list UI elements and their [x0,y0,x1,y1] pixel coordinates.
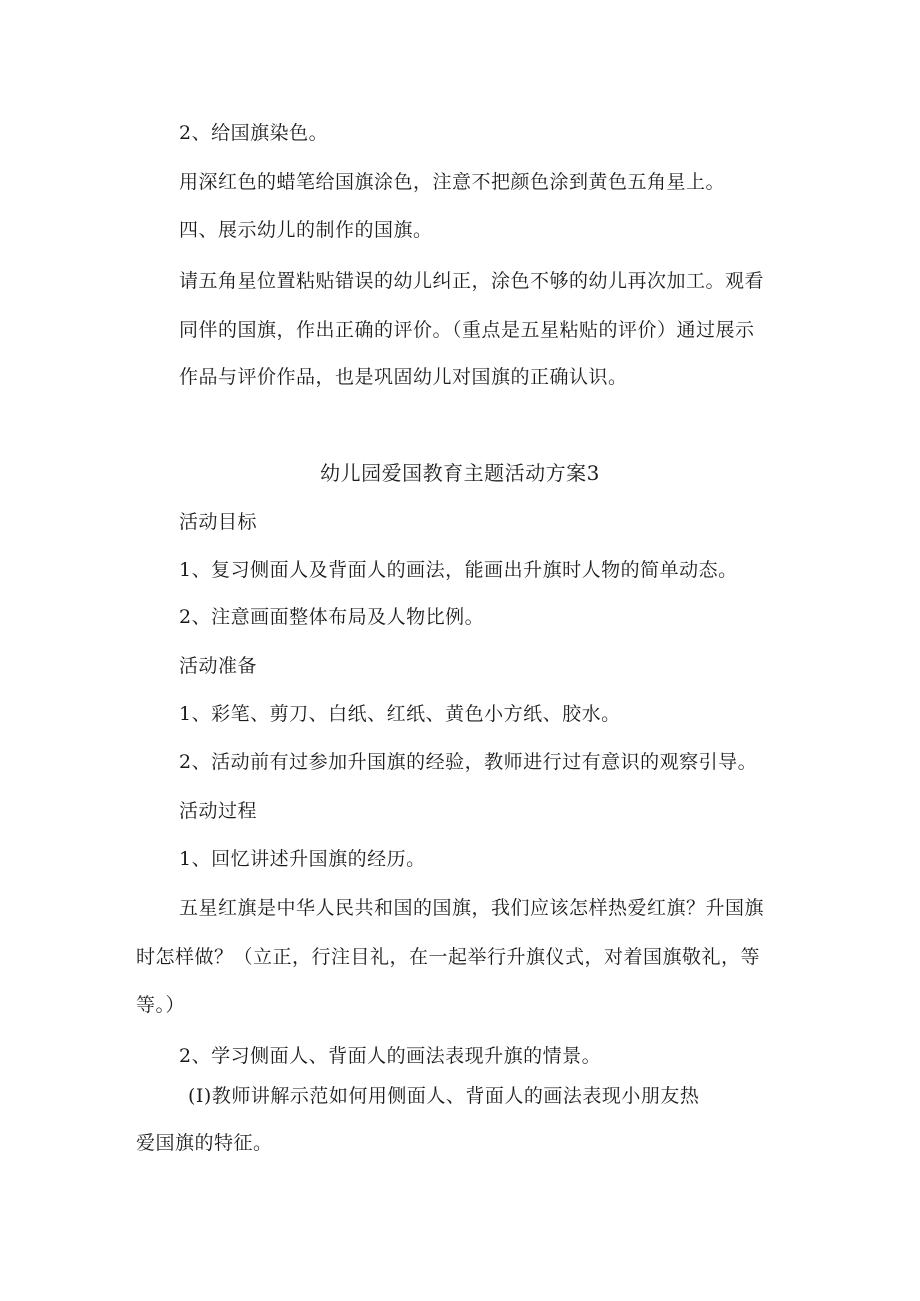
prep-item-2: 2、活动前有过参加升国旗的经验，教师进行过有意识的观察引导。 [179,751,758,773]
process-paragraph-line-1: 五星红旗是中华人民共和国的国旗，我们应该怎样热爱红旗？升国旗 [179,897,765,919]
process-substep-line-1: (I)教师讲解示范如何用侧面人、背面人的画法表现小朋友热 [188,1085,700,1107]
show-paragraph-line-2: 同伴的国旗，作出正确的评价。（重点是五星粘贴的评价）通过展示 [179,319,755,341]
step-dye-flag: 2、给国旗染色。 [179,122,329,144]
process-step-1: 1、回忆讲述升国旗的经历。 [179,848,426,870]
process-paragraph-line-3: 等。） [136,994,186,1016]
show-paragraph-line-3: 作品与评价作品，也是巩固幼儿对国旗的正确认识。 [179,366,628,388]
prep-item-1: 1、彩笔、剪刀、白纸、红纸、黄色小方纸、胶水。 [179,703,621,725]
prep-heading: 活动准备 [179,655,258,677]
goal-heading: 活动目标 [179,511,258,533]
goal-item-1: 1、复习侧面人及背面人的画法，能画出升旗时人物的简单动态。 [179,559,738,581]
goal-item-2: 2、注意画面整体布局及人物比例。 [179,606,485,628]
process-step-2: 2、学习侧面人、背面人的画法表现升旗的情景。 [179,1045,602,1067]
process-heading: 活动过程 [179,800,258,822]
step-show-flags: 四、展示幼儿的制作的国旗。 [179,219,433,241]
plan-title: 幼儿园爱国教育主题活动方案3 [320,461,600,485]
process-paragraph-line-2: 时怎样做？（立正，行注目礼，在一起举行升旗仪式，对着国旗敬礼，等 [136,946,761,968]
show-paragraph-line-1: 请五角星位置粘贴错误的幼儿纠正，涂色不够的幼儿再次加工。观看 [179,270,765,292]
dye-instruction: 用深红色的蜡笔给国旗涂色，注意不把颜色涂到黄色五角星上。 [179,171,726,193]
process-substep-line-2: 爱国旗的特征。 [136,1132,273,1154]
